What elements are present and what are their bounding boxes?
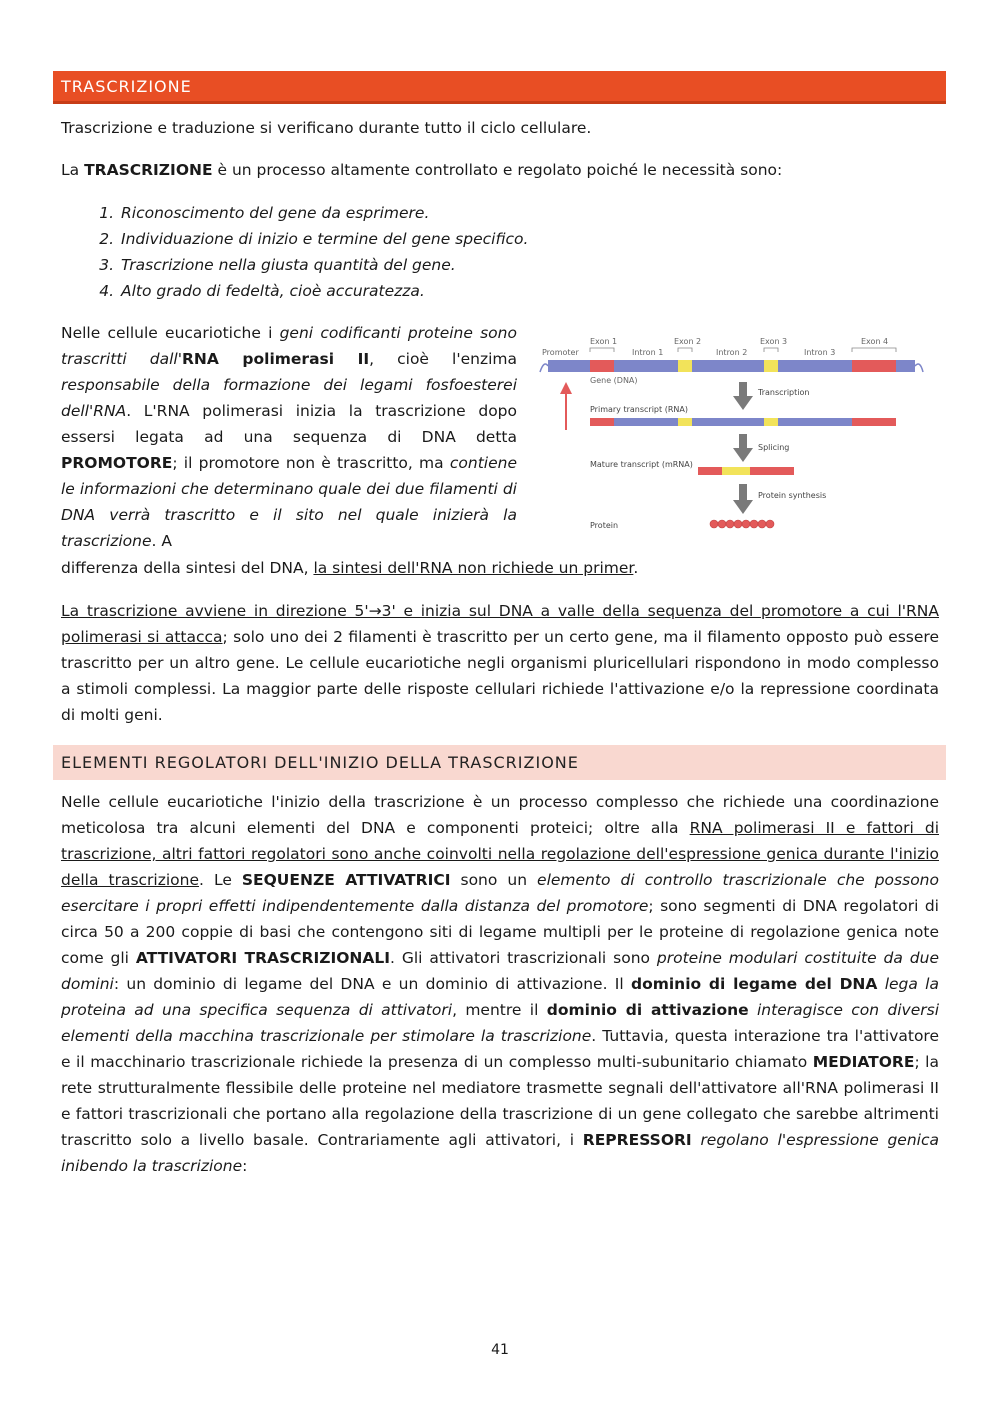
italic-run: regolano l'espressione genica inibendo la trascrizione [61, 1131, 939, 1175]
exon-segment [590, 360, 614, 372]
bold-term: dominio di legame del DNA [630, 975, 878, 993]
protein-label: Protein [590, 521, 619, 530]
up-arrow-icon [560, 382, 572, 394]
promoter-label: Promoter [542, 348, 579, 357]
down-arrow-icon [733, 396, 753, 410]
transcription-diagram [538, 330, 933, 545]
text-run: ; sono segmenti di DNA regolatori di circa 50 a 200 coppie di basi che contengono siti di legame multipli per le proteine di regolazione genica note come gli [61, 897, 939, 967]
list-item: 3. Trascrizione nella giusta quantità del gene. [119, 252, 979, 278]
exon2-label: Exon 2 [674, 337, 702, 346]
exon-segment [852, 360, 896, 372]
intron3-label: Intron 3 [804, 348, 836, 357]
italic-run: responsabile della formazione dei legami fosfoesterei dell'RNA [61, 376, 517, 420]
bold-term: REPRESSORI [582, 1131, 692, 1149]
text-run [877, 975, 884, 993]
text-run: , cioè l'enzima [369, 350, 517, 368]
mature-transcript-label: Mature transcript (mRNA) [590, 460, 693, 469]
text-run: ; il promotore non è trascritto, ma [172, 454, 450, 472]
exon3-label: Exon 3 [760, 337, 788, 346]
exon1-label: Exon 1 [590, 337, 618, 346]
text-run: : un dominio di legame del DNA e un dominio di attivazione. Il [113, 975, 631, 993]
paragraph-direction [61, 598, 939, 728]
italic-run: contiene le informazioni che determinano quale dei due filamenti di DNA verrà trascritto e il sito nel quale inizierà la trascrizione [61, 454, 517, 550]
text-run: . L'RNA polimerasi inizia la trascrizione dopo essersi legata ad una sequenza di DNA detta [61, 402, 517, 446]
italic-run: elemento di controllo trascrizionale che possono esercitare i propri effetti indipendentemente dalla distanza del promotore [61, 871, 939, 915]
paragraph-primer [61, 555, 941, 581]
bold-term: dominio di attivazione [546, 1001, 749, 1019]
bold-term: MEDIATORE [812, 1053, 915, 1071]
text-run: Nelle cellule eucariotiche i [61, 324, 280, 342]
text-run: La [61, 161, 85, 179]
underlined-run: la sintesi dell'RNA non richiede un primer [313, 559, 634, 577]
underlined-run: La trascrizione avviene in direzione 5'→3' e inizia sul DNA a valle della sequenza del promotore a cui l'RNA polimerasi si attacca [61, 602, 939, 646]
paragraph-rna-polymerase [61, 320, 517, 554]
primary-transcript-label: Primary transcript (RNA) [590, 405, 688, 414]
text-run: . [633, 559, 639, 577]
text-run: . Gli attivatori trascrizionali sono [390, 949, 657, 967]
list-item: 2. Individuazione di inizio e termine del gene specifico. [119, 226, 979, 252]
primary-transcript-bar [590, 418, 896, 426]
protein-chain [710, 520, 774, 528]
mature-transcript-bar [698, 467, 722, 475]
splicing-label: Splicing [758, 443, 790, 452]
section-heading-text: TRASCRIZIONE [61, 77, 192, 96]
italic-run: proteine modulari costituite da due domini [61, 949, 939, 993]
paragraph-regulatory-elements [61, 789, 939, 1179]
bold-term: RNA polimerasi II [181, 350, 370, 368]
intron2-label: Intron 2 [716, 348, 748, 357]
text-run: differenza della sintesi del DNA, [61, 559, 314, 577]
text-run: . A [151, 532, 172, 550]
text-run: , mentre il [452, 1001, 547, 1019]
exon-segment [764, 360, 778, 372]
text-run: : [242, 1157, 248, 1175]
gene-dna-label: Gene (DNA) [590, 376, 638, 385]
text-run: ; la rete strutturalmente flessibile delle proteine nel mediatore trasmette segnali dell'attivatore all'RNA polimerasi II e fattori trascrizionali che portano alla regolazione della trascrizione di un gene collegato che sarebbe altrimenti trascritto solo a livello basale. Contrariamente agli attivatori, i [61, 1053, 939, 1149]
exon4-label: Exon 4 [861, 337, 889, 346]
text-run: è un processo altamente controllato e regolato poiché le necessità sono: [212, 161, 783, 179]
section-heading-text: ELEMENTI REGOLATORI DELL'INIZIO DELLA TRASCRIZIONE [61, 753, 579, 772]
down-arrow-icon [733, 500, 753, 514]
text-run: sono un [450, 871, 538, 889]
text-run [749, 1001, 757, 1019]
section-heading-elementi-regolatori [53, 745, 946, 780]
italic-run: lega la proteina ad una specifica sequenza di attivatori [61, 975, 939, 1019]
paragraph-necessities [61, 157, 941, 183]
list-item: 4. Alto grado di fedeltà, cioè accuratezza. [119, 278, 979, 304]
page-number: 41 [491, 1342, 509, 1358]
bold-term: PROMOTORE [61, 454, 173, 472]
section-heading-trascrizione [53, 71, 946, 104]
text-run: Nelle cellule eucariotiche l'inizio della trascrizione è un processo complesso che richiede una coordinazione meticolosa tra alcuni elementi del DNA e componenti proteici; oltre alla [61, 793, 939, 837]
underlined-run: RNA polimerasi II e fattori di trascrizione, altri fattori regolatori sono anche coinvolti nella regolazione dell'espressione genica durante l'inizio della trascrizione [61, 819, 939, 889]
bold-term: ATTIVATORI TRASCRIZIONALI [135, 949, 391, 967]
italic-run: interagisce con diversi elementi della macchina trascrizionale per stimolare la trascrizione [61, 1001, 940, 1045]
bold-term: TRASCRIZIONE [84, 161, 213, 179]
bold-term: SEQUENZE ATTIVATRICI [241, 871, 451, 889]
italic-run: geni codificanti proteine sono trascritti dall' [61, 324, 517, 368]
down-arrow-icon [733, 448, 753, 462]
text-run: ; solo uno dei 2 filamenti è trascritto per un certo gene, ma il filamento opposto può essere trascritto per un altro gene. Le cellule eucariotiche negli organismi pluricellulari rispondono in modo complesso a stimoli complessi. La maggior parte delle risposte cellulari richiede l'attivazione e/o la repressione coordinata di molti geni. [61, 628, 939, 724]
intron1-label: Intron 1 [632, 348, 664, 357]
protein-synthesis-label: Protein synthesis [758, 491, 827, 500]
exon-segment [678, 360, 692, 372]
text-run: . Le [199, 871, 242, 889]
transcription-label: Transcription [758, 388, 810, 397]
paragraph-intro: Trascrizione e traduzione si verificano durante tutto il ciclo cellulare. [61, 119, 592, 137]
list-item: 1. Riconoscimento del gene da esprimere. [119, 200, 979, 226]
text-run: . Tuttavia, questa interazione tra l'attivatore e il macchinario trascrizionale richiede la presenza di un complesso multi-subunitario chiamato [61, 1027, 939, 1071]
necessities-list [61, 200, 979, 304]
